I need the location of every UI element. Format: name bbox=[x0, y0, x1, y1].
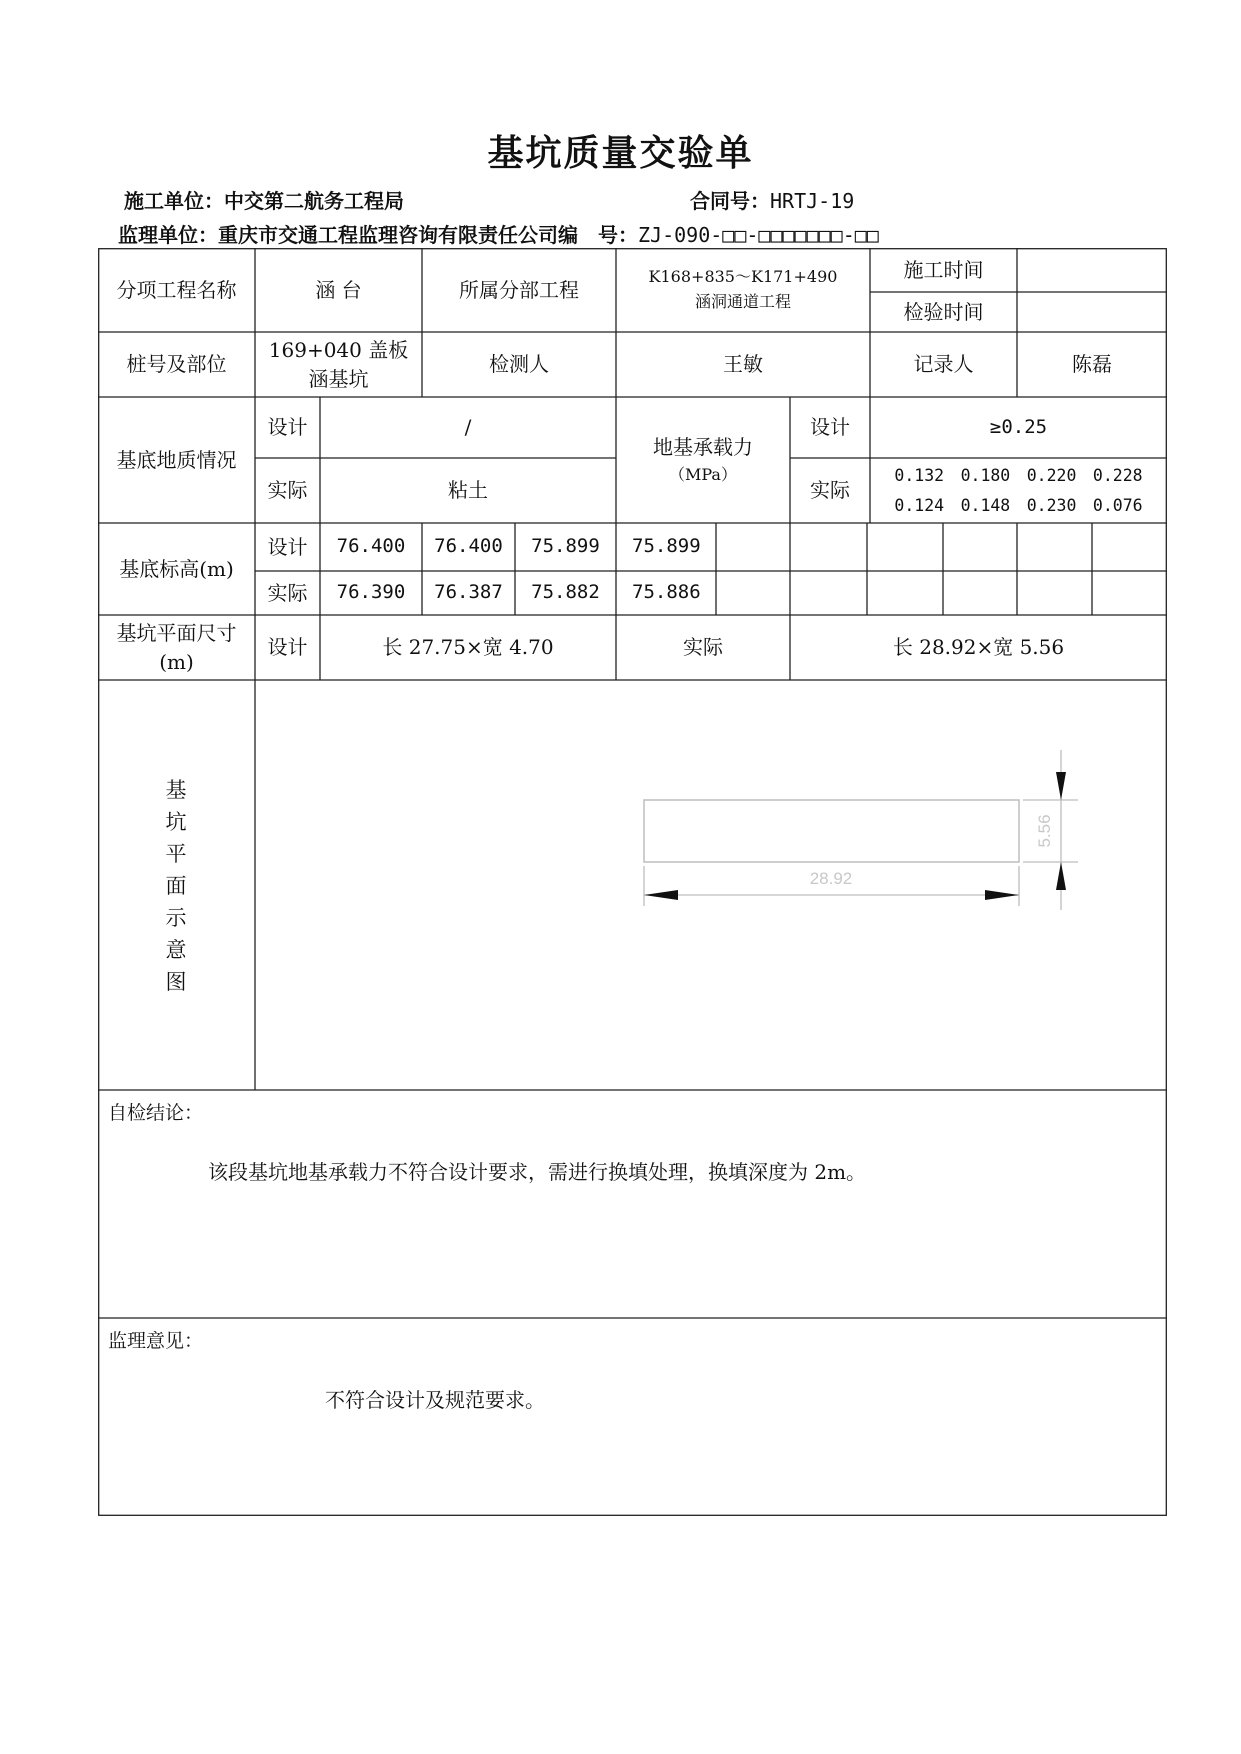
item-name-value: 涵 台 bbox=[315, 277, 362, 302]
recorder-label: 记录人 bbox=[913, 352, 974, 376]
plan-size-design-value: 长 27.75×宽 4.70 bbox=[382, 635, 554, 659]
contractor-line bbox=[124, 185, 404, 214]
contract-value: HRTJ-19 bbox=[770, 189, 855, 213]
sketch-label-char: 坑 bbox=[165, 810, 187, 834]
division-value bbox=[616, 248, 870, 332]
elevation-design-1: 76.400 bbox=[336, 535, 406, 558]
form-title: 基坑质量交验单 bbox=[487, 132, 754, 174]
station-value bbox=[255, 332, 422, 397]
length-dimension bbox=[644, 866, 1019, 906]
supervision-text: 不符合设计及规范要求。 bbox=[325, 1388, 545, 1412]
geology-actual-label: 实际 bbox=[267, 478, 308, 502]
elevation-actual-2: 76.387 bbox=[434, 581, 503, 604]
elevation-design-label: 设计 bbox=[267, 534, 308, 559]
inspector-value: 王敏 bbox=[723, 352, 763, 376]
contract-label: 合同号： bbox=[690, 189, 770, 213]
pit-outline bbox=[644, 800, 1019, 862]
bearing-capacity-unit: （MPa） bbox=[669, 465, 737, 485]
capacity-actual-values bbox=[870, 458, 1167, 523]
elevation-actual-1: 76.390 bbox=[336, 581, 406, 604]
elevation-design-4: 75.899 bbox=[632, 535, 701, 558]
sketch-label bbox=[156, 774, 196, 998]
elevation-actual-3: 75.882 bbox=[531, 581, 600, 604]
build-time-label: 施工时间 bbox=[903, 257, 984, 282]
plan-size-actual-value: 长 28.92×宽 5.56 bbox=[892, 635, 1065, 659]
elevation-actual-4: 75.886 bbox=[632, 581, 701, 604]
sketch-label-char: 示 bbox=[165, 906, 187, 930]
division-value-line1: K168+835～K171+490 bbox=[648, 267, 838, 287]
geology-label: 基底地质情况 bbox=[116, 447, 237, 472]
inspector-label: 检测人 bbox=[489, 352, 549, 376]
width-dimension-text: 5.56 bbox=[1035, 814, 1054, 848]
width-dimension bbox=[1023, 750, 1078, 910]
recorder-value: 陈磊 bbox=[1072, 352, 1112, 376]
elevation-label: 基底标高(m) bbox=[119, 556, 234, 581]
item-name-label: 分项工程名称 bbox=[116, 277, 237, 302]
capacity-actual-line2: 0.124 0.148 0.230 0.076 bbox=[894, 495, 1143, 515]
self-check-label: 自检结论： bbox=[108, 1102, 204, 1124]
supervisor-value: 重庆市交通工程监理咨询有限责任公司 bbox=[218, 223, 558, 247]
sketch-label-char: 基 bbox=[165, 778, 187, 802]
length-dimension-text: 28.92 bbox=[809, 869, 853, 888]
geology-design-label: 设计 bbox=[267, 415, 308, 439]
inspection-form bbox=[98, 248, 1167, 1516]
plan-size-actual-label: 实际 bbox=[683, 635, 723, 659]
plan-size-label bbox=[98, 615, 255, 680]
supervisor-label: 监理单位： bbox=[118, 223, 218, 247]
elevation-design-2: 76.400 bbox=[434, 535, 503, 558]
capacity-actual-label: 实际 bbox=[810, 478, 850, 502]
contractor-label: 施工单位： bbox=[124, 189, 224, 213]
elevation-actual-label: 实际 bbox=[267, 580, 308, 605]
plan-size-label-line2: (m) bbox=[159, 649, 194, 674]
inspect-time-label: 检验时间 bbox=[903, 299, 984, 324]
sketch-label-char: 面 bbox=[165, 874, 187, 898]
pit-plan-sketch bbox=[255, 680, 1167, 1090]
sketch-label-char: 图 bbox=[165, 970, 187, 994]
station-value-line2: 涵基坑 bbox=[308, 366, 369, 391]
contractor-value: 中交第二航务工程局 bbox=[224, 189, 404, 213]
geology-design-value: / bbox=[464, 415, 472, 439]
build-time-value[interactable] bbox=[1017, 248, 1167, 292]
division-label: 所属分部工程 bbox=[459, 277, 579, 302]
contract-line bbox=[690, 185, 854, 214]
serial-value: ZJ-090-□□-□□□□□□□-□□ bbox=[638, 223, 879, 247]
sketch-label-char: 意 bbox=[165, 938, 187, 962]
supervisor-line bbox=[118, 219, 879, 248]
supervision-label: 监理意见： bbox=[108, 1330, 204, 1352]
plan-size-design-label: 设计 bbox=[267, 635, 308, 659]
elevation-design-3: 75.899 bbox=[531, 535, 600, 558]
bearing-capacity-title: 地基承载力 bbox=[653, 435, 753, 460]
inspect-time-value[interactable] bbox=[1017, 292, 1167, 332]
station-label: 桩号及部位 bbox=[126, 352, 227, 376]
self-check-text: 该段基坑地基承载力不符合设计要求，需进行换填处理，换填深度为 2m。 bbox=[208, 1160, 867, 1184]
division-value-line2: 涵洞通道工程 bbox=[694, 292, 791, 311]
sketch-label-char: 平 bbox=[165, 842, 187, 866]
geology-actual-value: 粘土 bbox=[448, 478, 488, 502]
station-value-line1: 169+040 盖板 bbox=[268, 337, 409, 362]
capacity-design-value: ≥0.25 bbox=[989, 415, 1048, 438]
serial-label: 编 号： bbox=[558, 223, 638, 247]
capacity-design-label: 设计 bbox=[810, 415, 850, 439]
plan-size-label-line1: 基坑平面尺寸 bbox=[116, 620, 237, 645]
bearing-capacity-label bbox=[616, 397, 790, 523]
capacity-actual-line1: 0.132 0.180 0.220 0.228 bbox=[894, 465, 1143, 485]
